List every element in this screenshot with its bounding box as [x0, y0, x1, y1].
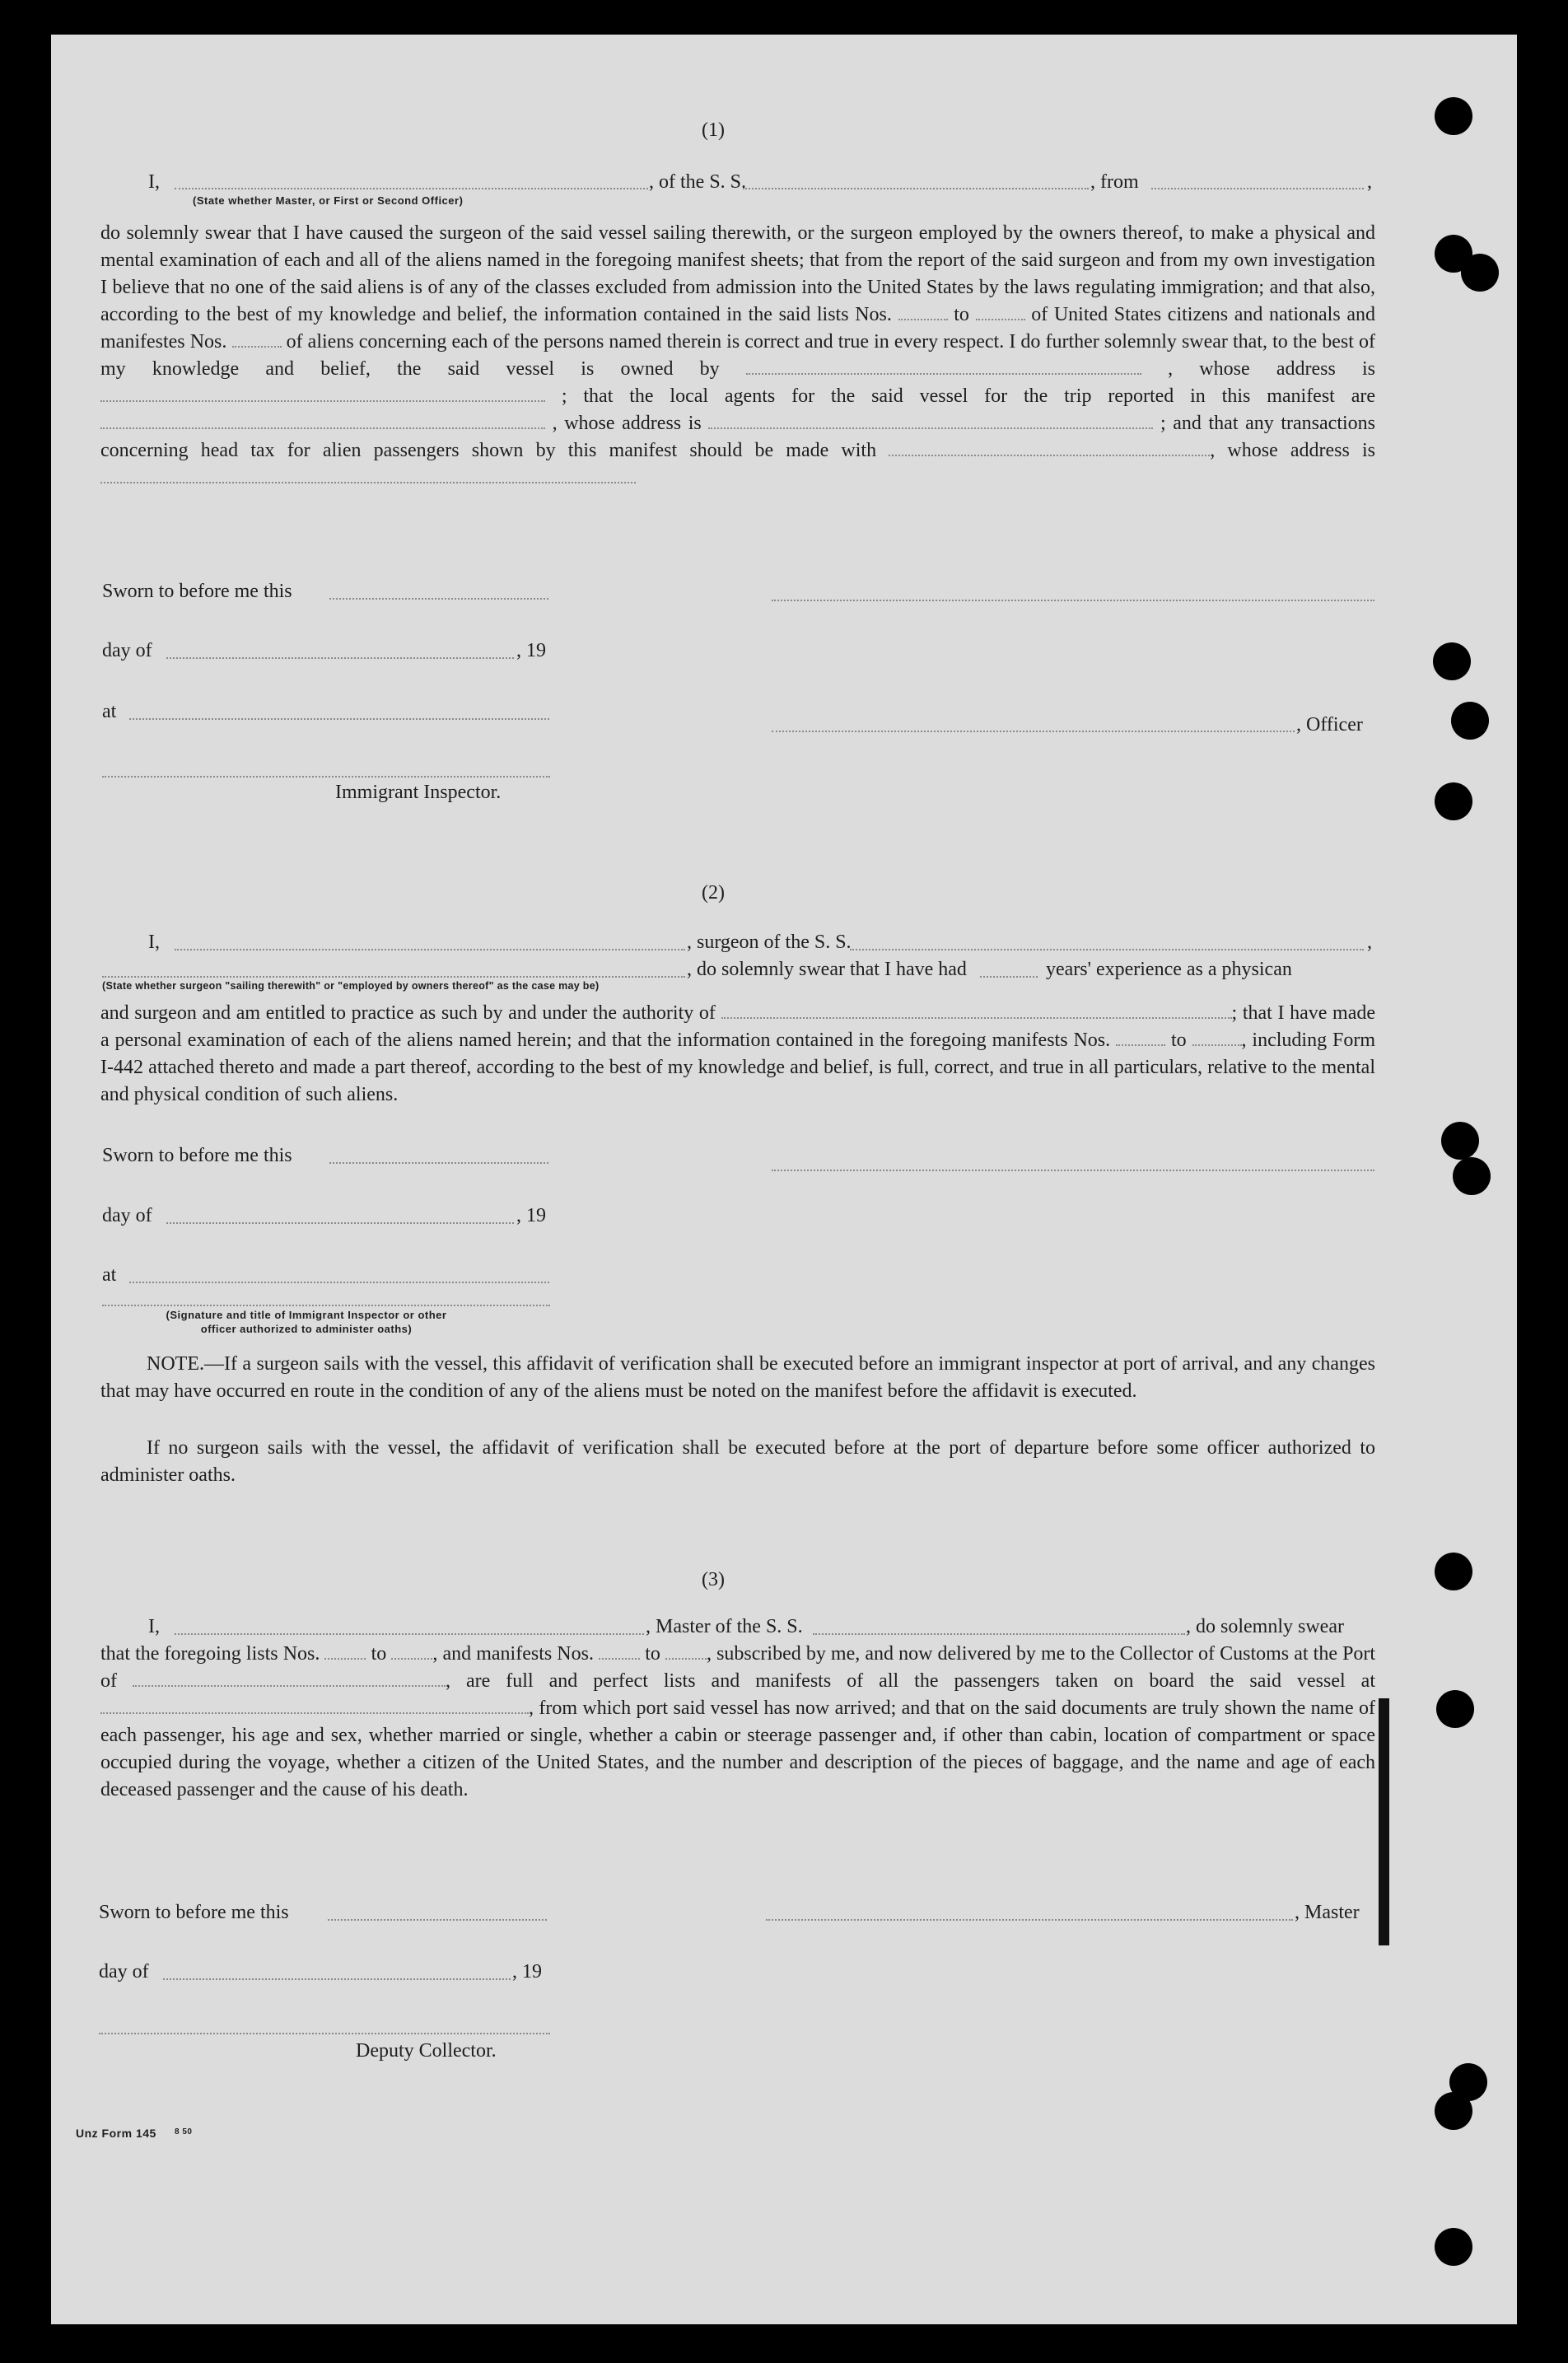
- oath-text-g: ; and that any transactions concerning head tax for alien passengers shown by this manifest should be made with: [100, 413, 1375, 461]
- oath-text-h: whose address is: [1227, 440, 1376, 461]
- punch-hole-12: [1435, 2092, 1472, 2130]
- citizen-lists-to-field[interactable]: [976, 302, 1025, 320]
- surgeon-to-label: to: [1170, 1030, 1187, 1051]
- oath-text-b: of United States citizens and nationals and manifestes Nos.: [100, 304, 1375, 353]
- master-text-e: , from which port said vessel has now arrived; and that on the said documents are truly shown the name of each passenger, his age and sex, whether married or single, whether a cabin or steerage passenger and, if other than cabin, location of compartment or space occupied during the voyage, whether a citizen of the United States, and the number and description of the pieces of baggage, and the name and age of each deceased passenger and the cause of his death.: [100, 1698, 1375, 1800]
- section-2-i-label: I,: [148, 932, 160, 953]
- alien-manifests-field[interactable]: [232, 329, 282, 348]
- from-port-field[interactable]: [1151, 188, 1364, 189]
- section-3-i-label: I,: [148, 1616, 160, 1637]
- month-field-1[interactable]: [166, 657, 514, 659]
- day-of-label-2: day of: [102, 1205, 152, 1226]
- section-3-oath-text: [100, 1641, 1375, 1804]
- inspector-signature-field[interactable]: [102, 776, 550, 778]
- manifest-form-page: [51, 35, 1517, 2324]
- master-text-b: , and manifests Nos.: [432, 1643, 594, 1665]
- lists-from-field[interactable]: [324, 1641, 366, 1660]
- master-swear-label: , do solemnly swear: [1186, 1616, 1344, 1637]
- punch-hole-13: [1435, 2228, 1472, 2266]
- line1-end: ,: [1367, 171, 1372, 193]
- head-tax-contact-field[interactable]: [889, 438, 1210, 456]
- authority-field[interactable]: [721, 1001, 1232, 1019]
- of-ss-label: , of the S. S.: [649, 171, 747, 193]
- surgeon-text-c: , including Form I-442 attached thereto and made a part thereof, according to the best of my knowledge and belief, is full, correct, and true in all particulars, relative to the mental and physical condition of such aliens.: [100, 1030, 1375, 1105]
- deputy-collector-label: Deputy Collector.: [356, 2040, 497, 2062]
- sworn-label-1: Sworn to before me this: [102, 581, 292, 602]
- surgeon-status-note: (State whether surgeon "sailing therewith" or "employed by owners thereof" as the case may be): [102, 980, 600, 992]
- surgeon-text-a: and surgeon and am entitled to practice as such by and under the authority of: [100, 1002, 716, 1024]
- sworn-date-field-3[interactable]: [328, 1919, 547, 1921]
- officer-rank-note: (State whether Master, or First or Second Officer): [193, 194, 464, 207]
- years-experience-field[interactable]: [980, 976, 1038, 978]
- years-experience-label: years' experience as a physican: [1046, 959, 1292, 980]
- to-label: to: [954, 304, 969, 325]
- place-field-2[interactable]: [129, 1282, 549, 1283]
- day-of-label-1: day of: [102, 640, 152, 661]
- citizen-lists-from-field[interactable]: [898, 302, 948, 320]
- surgeon-line-end: ,: [1367, 932, 1372, 953]
- oath-text-c: of aliens concerning each of the persons named therein is correct and true in every respect. I do further solemnly swear that, to the best of my knowledge and belief, the said vessel is owned by: [100, 331, 1376, 380]
- sworn-label-2: Sworn to before me this: [102, 1145, 292, 1166]
- punch-hole-3: [1461, 254, 1499, 292]
- year-label-2: , 19: [516, 1205, 546, 1226]
- owner-address-field[interactable]: [100, 384, 545, 402]
- master-of-ss-label: , Master of the S. S.: [646, 1616, 803, 1637]
- surgeon-status-field[interactable]: [102, 976, 685, 978]
- form-number: Unz Form 145: [76, 2127, 156, 2140]
- month-field-3[interactable]: [163, 1978, 511, 1980]
- section-3-number: (3): [702, 1569, 725, 1590]
- manifests-to-field[interactable]: [1192, 1028, 1242, 1046]
- signature-note-line-2: officer authorized to administer oaths): [200, 1323, 413, 1335]
- master-ship-field[interactable]: [813, 1633, 1185, 1635]
- punch-hole-5: [1451, 702, 1489, 740]
- signature-line-2[interactable]: [772, 1170, 1374, 1171]
- ship-name-field[interactable]: [743, 188, 1089, 189]
- collector-signature-field[interactable]: [99, 2033, 550, 2034]
- month-field-2[interactable]: [166, 1222, 514, 1224]
- at-label-2: at: [102, 1264, 117, 1286]
- officer-label: , Officer: [1296, 714, 1363, 736]
- master-name-field[interactable]: [175, 1633, 644, 1635]
- punch-hole-10: [1436, 1690, 1474, 1728]
- agents-address-field[interactable]: [708, 411, 1153, 429]
- lists-to-field[interactable]: [391, 1641, 432, 1660]
- master-label: , Master: [1295, 1902, 1360, 1923]
- section-2-number: (2): [702, 882, 725, 904]
- immigrant-inspector-label: Immigrant Inspector.: [335, 782, 502, 803]
- signature-line-1[interactable]: [772, 600, 1374, 601]
- punch-hole-4: [1433, 642, 1471, 680]
- oath-text-d: , whose address is: [1168, 358, 1376, 380]
- place-field-1[interactable]: [129, 718, 549, 720]
- master-text-c: , subscribed by me, and now delivered by me to the Collector of Customs at the Port of: [100, 1643, 1376, 1692]
- surgeon-text-b: that I have made a personal examination of each of the aliens named herein; and that the information contained in the foregoing manifests Nos.: [100, 1002, 1376, 1051]
- at-label-1: at: [102, 701, 117, 722]
- section-1-number: (1): [702, 119, 725, 141]
- embarkation-port-field[interactable]: [100, 1696, 529, 1714]
- year-label-1: , 19: [516, 640, 546, 661]
- surgeon-ship-field[interactable]: [850, 949, 1364, 950]
- manifests-from-field[interactable]: [1116, 1028, 1165, 1046]
- day-of-label-3: day of: [99, 1961, 149, 1982]
- section-1-oath-text: do solemnly swear that I have caused the surgeon of the said vessel sailing therewith, or the surgeon employed by the owners thereof, to make a physical and mental examination of each and all of the aliens named in the foregoing manifest sheets; that from the report of the said surgeon and from my own investigation I believe that no one of the said aliens is of any of the classes excluded from admission into the United States by the laws regulating immigration; and that also, according to the best of my knowledge and belief, the information contained in the said lists Nos. to of United States citizens and nationals and manifestes Nos. of aliens concerning each of the persons named therein is correct and true in every respect. I do further solemnly swear that, to the best of my knowledge and belief, the said vessel is owned by , whose address is ; that the local agents for the said vessel for the trip reported in this manifest are , whose address is ; and that any transactions concerning head tax for alien passengers shown by this manifest should be made with , whose address is: [100, 220, 1375, 492]
- surgeon-swear-label: , do solemnly swear that I have had: [687, 959, 967, 980]
- master-to-label: to: [371, 1643, 387, 1665]
- section-2-oath-text: and surgeon and am entitled to practice as such by and under the authority of ; that I have made a personal examination of each of the aliens named herein; and that the information contained in the foregoing manifests Nos. to , including Form I-442 attached thereto and made a part thereof, according to the best of my knowledge and belief, is full, correct, and true in all particulars, relative to the mental and physical condition of such aliens.: [100, 1002, 1376, 1105]
- master-text-d: , are full and perfect lists and manifests of all the passengers taken on board the said vessel at: [446, 1670, 1375, 1692]
- master-signature-field[interactable]: [766, 1919, 1293, 1921]
- from-label: , from: [1090, 171, 1139, 193]
- surgeon-of-ss-label: , surgeon of the S. S.: [687, 932, 852, 953]
- oath-text-a: do solemnly swear that I have caused the surgeon of the said vessel sailing therewith, or the surgeon employed by the owners thereof, to make a physical and mental examination of each and all of the aliens named in the foregoing manifest sheets; that from the report of the said surgeon and from my own investigation I believe that no one of the said aliens is of any of the classes excluded from admission into the United States by the laws regulating immigration; and that also, according to the best of my knowledge and belief, the information contained in the said lists Nos.: [100, 222, 1375, 325]
- punch-hole-7: [1441, 1122, 1479, 1160]
- local-agents-field[interactable]: [100, 411, 545, 429]
- signature-note-line-1: (Signature and title of Immigrant Inspector or other: [166, 1309, 447, 1321]
- punch-hole-9: [1435, 1553, 1472, 1590]
- manifests-from-field-3[interactable]: [599, 1641, 640, 1660]
- margin-binding-strip: [1379, 1698, 1389, 1945]
- master-text-a: that the foregoing lists Nos.: [100, 1643, 320, 1665]
- vessel-owner-field[interactable]: [746, 357, 1141, 375]
- section-1-i-label: I,: [148, 171, 160, 193]
- punch-hole-6: [1435, 782, 1472, 820]
- officer-signature-field[interactable]: [772, 731, 1295, 732]
- sworn-date-field-2[interactable]: [329, 1162, 548, 1164]
- note-paragraph-b: If no surgeon sails with the vessel, the affidavit of verification shall be executed before at the port of departure before some officer authorized to administer oaths.: [100, 1437, 1375, 1486]
- manifests-to-field-3[interactable]: [665, 1641, 707, 1660]
- form-code: 8 50: [175, 2127, 193, 2137]
- punch-hole-1: [1435, 97, 1472, 135]
- note-paragraph-a: NOTE.—If a surgeon sails with the vessel, this affidavit of verification shall be executed before an immigrant inspector at port of arrival, and any changes that may have occurred en route in the condition of any of the aliens must be noted on the manifest before the affidavit is executed.: [100, 1353, 1375, 1402]
- head-tax-address-field[interactable]: [100, 465, 636, 483]
- year-label-3: , 19: [512, 1961, 542, 1982]
- sworn-signature-field-2[interactable]: [102, 1305, 550, 1306]
- sworn-date-field-1[interactable]: [329, 598, 548, 600]
- port-field[interactable]: [133, 1669, 446, 1687]
- sworn-label-3: Sworn to before me this: [99, 1902, 289, 1923]
- punch-hole-8: [1453, 1157, 1491, 1195]
- surgeon-name-field[interactable]: [175, 949, 685, 950]
- master-to-label-2: to: [645, 1643, 660, 1665]
- oath-text-e: ; that the local agents for the said vessel for the trip reported in this manifest are: [561, 385, 1375, 407]
- officer-name-field[interactable]: [175, 188, 648, 189]
- oath-text-f: , whose address is: [552, 413, 702, 434]
